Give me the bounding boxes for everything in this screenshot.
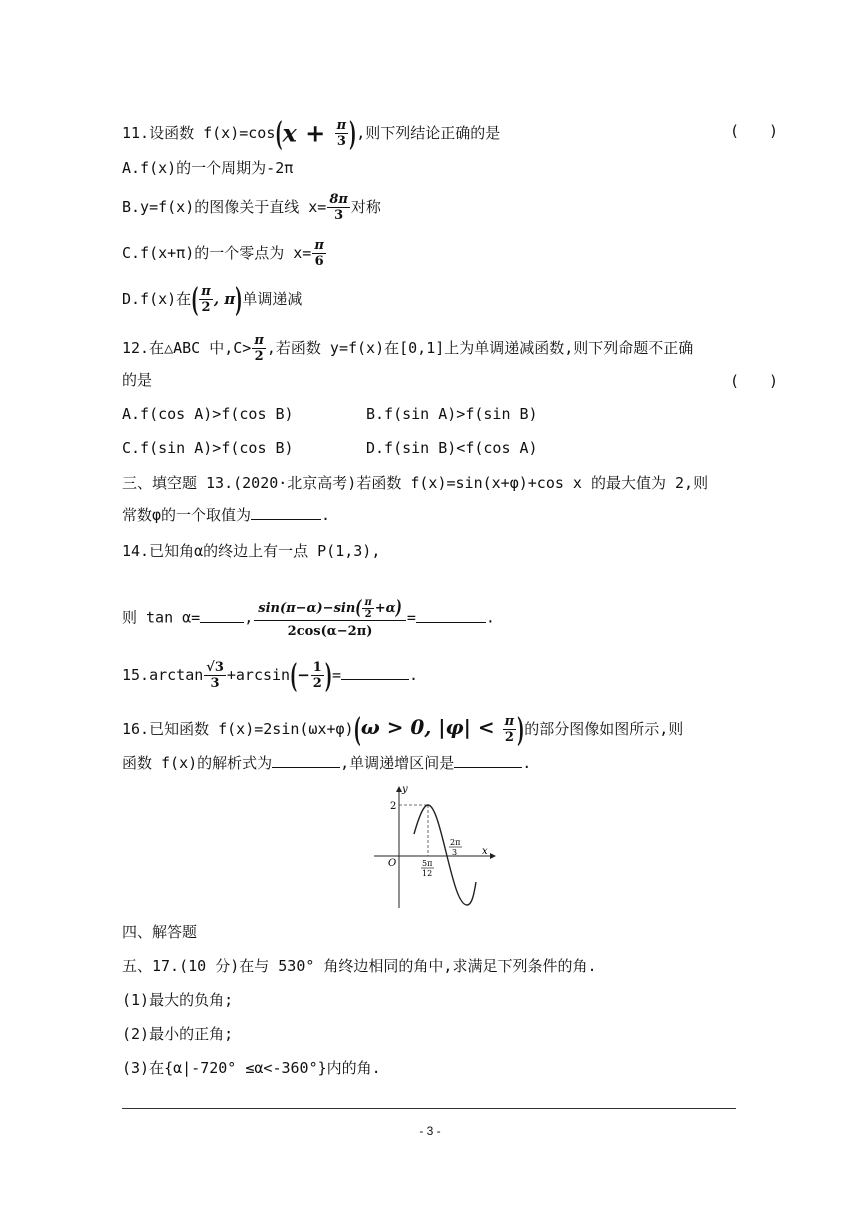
q15-line <box>122 655 418 696</box>
stem-text: 16.已知函数 f(x)=2sin(ωx+φ) <box>122 720 354 738</box>
fraction-numerator: π <box>336 118 347 133</box>
fraction-numerator: 1 <box>312 660 322 675</box>
x-axis-arrow-icon <box>490 853 496 859</box>
fraction <box>335 118 349 149</box>
q11-option-a: A.f(x)的一个周期为-2π <box>122 159 294 177</box>
q17-part3: (3)在{α|-720° ≤α<-360°}内的角. <box>122 1059 381 1077</box>
q12-option-a: A.f(cos A)>f(cos B) <box>122 405 294 423</box>
q12-option-c: C.f(sin A)>f(cos B) <box>122 439 294 457</box>
q12-answer-bracket: ( ) <box>730 372 779 390</box>
equals: = <box>406 608 416 627</box>
fraction-denominator: 2 <box>312 676 322 691</box>
left-paren: ( <box>353 709 361 750</box>
fraction <box>311 660 324 691</box>
fraction <box>503 714 517 745</box>
fraction-denominator: 3 <box>210 676 220 691</box>
minus-sign: − <box>297 666 310 684</box>
y-axis-label: y <box>402 784 408 795</box>
fraction <box>204 660 226 691</box>
q14-line1: 14.已知角α的终边上有一点 P(1,3), <box>122 542 381 560</box>
option-text: D.f(x)在 <box>122 290 192 308</box>
right-paren: ) <box>324 655 332 696</box>
origin-label: O <box>388 858 397 869</box>
option-text: C.f(x+π)的一个零点为 x= <box>122 244 312 262</box>
stem-text: 函数 f(x)的解析式为 <box>122 754 273 772</box>
fraction-denominator: 2 <box>254 349 264 364</box>
inner-fraction <box>362 597 373 620</box>
stem-text-2: +arcsin <box>226 666 291 684</box>
fraction-denominator: 3 <box>336 134 346 149</box>
sine-graph <box>370 782 500 912</box>
fraction <box>312 238 326 269</box>
q11-stem <box>122 113 501 154</box>
stem-text-2: 的部分图像如图所示,则 <box>524 720 684 738</box>
fraction-denominator: 2 <box>504 730 514 745</box>
x-tick2-numerator: 2π <box>450 838 461 847</box>
right-paren: ) <box>395 597 402 620</box>
left-paren: ( <box>355 597 362 620</box>
answer-blank[interactable] <box>341 665 409 680</box>
stem-text: 常数φ的一个取值为 <box>122 506 252 524</box>
stem-text: 则 tan α= <box>122 608 201 627</box>
q11-answer-bracket: ( ) <box>730 122 779 140</box>
fraction-numerator: √3 <box>206 660 224 675</box>
numerator-text: sin(π−α)−sin <box>258 601 356 616</box>
option-text-2: 对称 <box>350 198 381 216</box>
y-tick-label: 2 <box>390 801 397 812</box>
q11-option-c <box>122 238 327 269</box>
fraction-numerator: 8π <box>329 192 348 207</box>
fraction <box>199 284 213 315</box>
inner-denominator: 2 <box>364 609 372 620</box>
right-paren: ) <box>349 113 357 154</box>
option-text: B.y=f(x)的图像关于直线 x= <box>122 198 327 216</box>
right-paren: ) <box>517 709 525 750</box>
comma: , <box>244 608 254 627</box>
q16-line1 <box>122 709 684 750</box>
x-tick1-numerator: 5π <box>422 859 433 868</box>
stem-text: 15.arctan <box>122 666 204 684</box>
math-expression: x + <box>282 118 334 148</box>
page-number: - 3 - <box>419 1124 441 1138</box>
option-text-2: 单调递减 <box>242 290 303 308</box>
answer-blank-1[interactable] <box>200 608 244 623</box>
q12-option-b: B.f(sin A)>f(sin B) <box>366 405 538 423</box>
period: . <box>321 506 331 524</box>
fraction <box>252 333 266 364</box>
fraction-numerator: π <box>314 238 324 253</box>
period: . <box>485 608 495 627</box>
x-axis-label: x <box>482 846 488 857</box>
fraction-denominator: 3 <box>334 208 344 223</box>
equals: = <box>331 666 341 684</box>
x-tick2-denominator: 3 <box>452 848 458 857</box>
fraction-numerator: π <box>201 284 211 299</box>
answer-blank-2[interactable] <box>454 753 522 768</box>
condition-math: ω > 0, |φ| < <box>360 715 502 739</box>
left-paren: ( <box>290 655 298 696</box>
q16-line2 <box>122 753 531 773</box>
period: . <box>522 754 532 772</box>
sine-curve <box>414 805 476 905</box>
fraction-denominator: 2 <box>201 300 211 315</box>
q12-stem-line2: 的是 <box>122 371 153 389</box>
q13-line1: 三、填空题 13.(2020·北京高考)若函数 f(x)=sin(x+φ)+cos x 的最大值为 2,则 <box>122 474 709 492</box>
q12-stem-line1 <box>122 333 693 364</box>
q11-option-d <box>122 279 303 320</box>
inner-numerator: π <box>364 597 372 608</box>
q17-part1: (1)最大的负角; <box>122 991 234 1009</box>
answer-blank[interactable] <box>251 505 321 520</box>
q14-line2 <box>122 597 495 639</box>
fraction-denominator: 6 <box>314 254 324 269</box>
period: . <box>408 666 418 684</box>
q17-stem: 五、17.(10 分)在与 530° 角终边相同的角中,求满足下列条件的角. <box>122 957 597 975</box>
answer-blank-1[interactable] <box>272 753 340 768</box>
q17-part2: (2)最小的正角; <box>122 1025 234 1043</box>
q13-line2 <box>122 505 330 525</box>
fraction <box>327 192 350 223</box>
big-fraction <box>254 597 406 639</box>
fraction-numerator <box>254 597 406 621</box>
left-paren: ( <box>191 279 199 320</box>
right-paren: ) <box>235 279 243 320</box>
x-tick1-denominator: 12 <box>422 869 433 878</box>
math-pi: , π <box>213 290 236 308</box>
footer-divider <box>122 1108 736 1109</box>
fraction-numerator: π <box>504 714 515 729</box>
left-paren: ( <box>275 113 283 154</box>
q12-option-d: D.f(sin B)<f(cos A) <box>366 439 538 457</box>
inner-text: +α <box>374 601 396 616</box>
q11-stem-text: 11.设函数 f(x)=cos <box>122 124 276 142</box>
stem-text-2: ,单调递增区间是 <box>340 754 455 772</box>
stem-text: 12.在△ABC 中,C> <box>122 339 252 357</box>
fraction-denominator: 2cos(α−2π) <box>287 624 373 639</box>
stem-text-2: ,若函数 y=f(x)在[0,1]上为单调递减函数,则下列命题不正确 <box>266 339 694 357</box>
answer-blank-2[interactable] <box>416 608 486 623</box>
section-heading: 四、解答题 <box>122 923 198 941</box>
fraction-numerator: π <box>254 333 264 348</box>
q11-stem-text-2: ,则下列结论正确的是 <box>356 124 501 142</box>
q11-option-b <box>122 192 381 223</box>
